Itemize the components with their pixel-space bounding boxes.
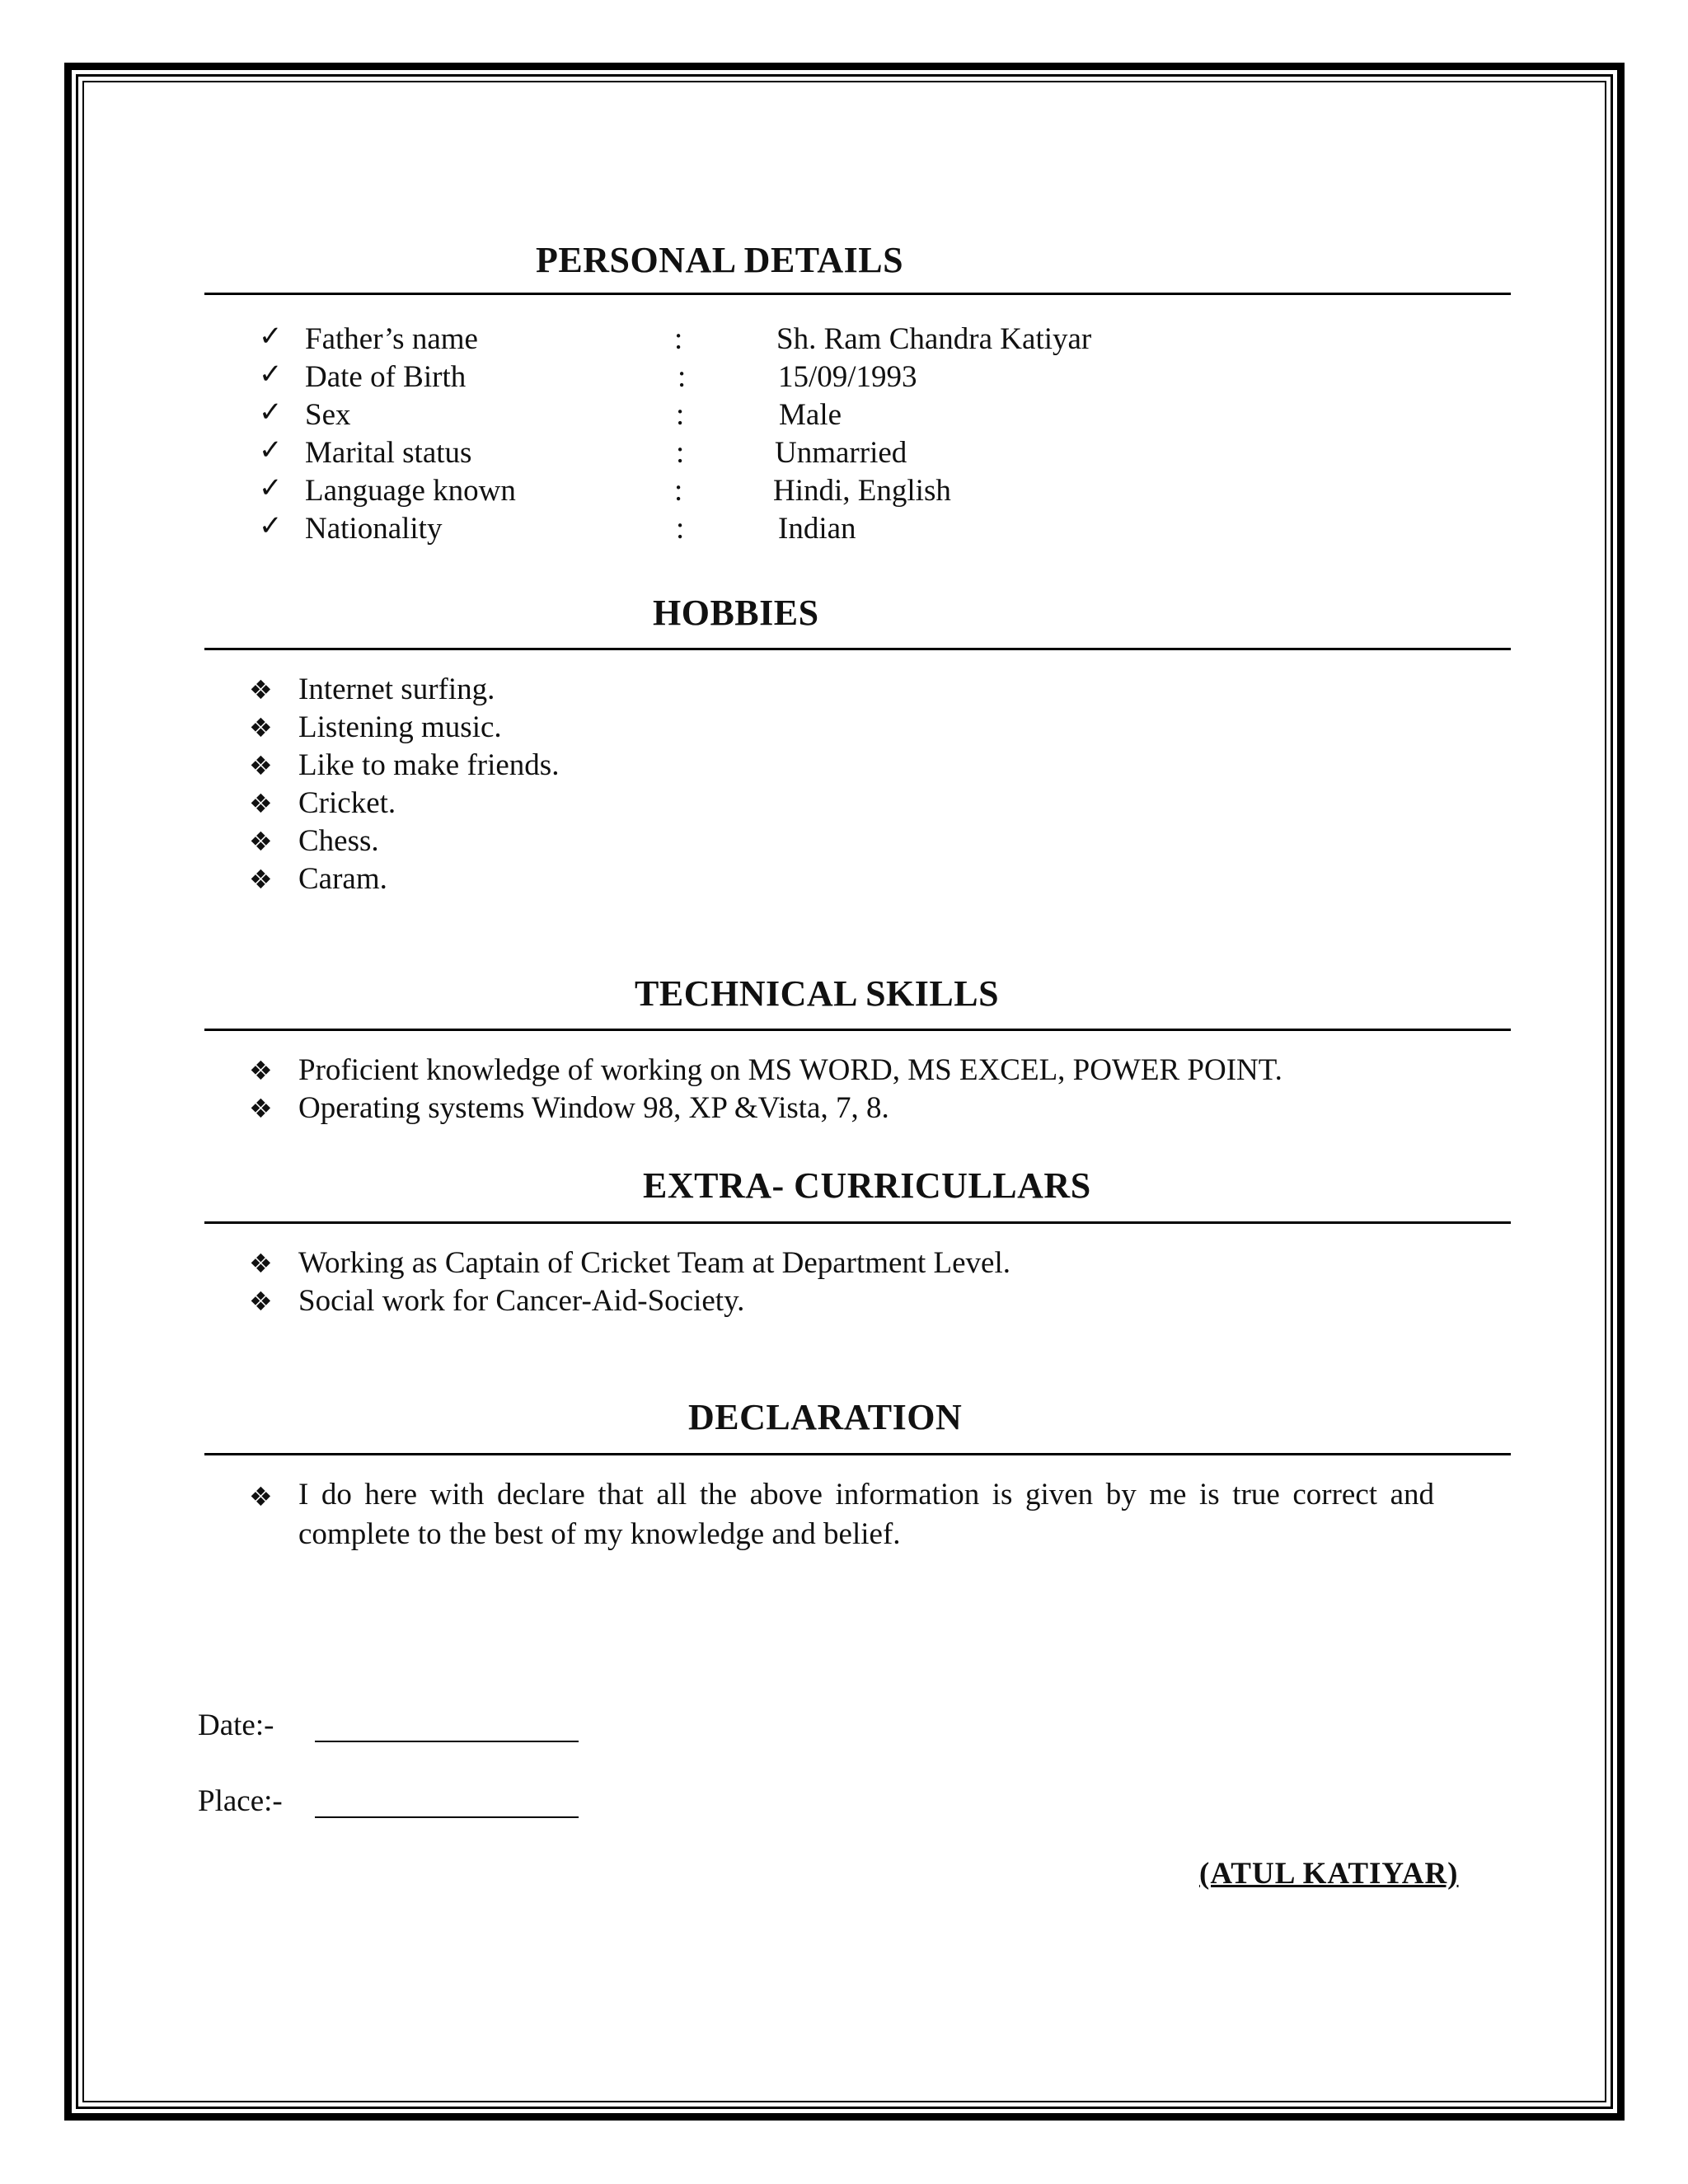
check-icon: ✓ bbox=[259, 359, 283, 390]
list-item-text: Like to make friends. bbox=[298, 748, 560, 782]
detail-separator: : bbox=[678, 360, 687, 394]
detail-label: Date of Birth bbox=[305, 360, 467, 394]
personal-details-rule bbox=[204, 293, 1511, 295]
detail-value: 15/09/1993 bbox=[778, 360, 917, 394]
detail-value: Hindi, English bbox=[773, 474, 951, 508]
check-icon: ✓ bbox=[259, 511, 283, 541]
list-item-text: Caram. bbox=[298, 862, 387, 896]
check-icon: ✓ bbox=[259, 397, 283, 428]
list-item-text: Proficient knowledge of working on MS WORD, MS EXCEL, POWER POINT. bbox=[298, 1053, 1282, 1087]
diamond-bullet-icon: ❖ bbox=[249, 674, 273, 705]
detail-value: Indian bbox=[778, 512, 856, 546]
diamond-bullet-icon: ❖ bbox=[249, 1055, 273, 1086]
diamond-bullet-icon: ❖ bbox=[249, 1481, 273, 1512]
detail-separator: : bbox=[676, 398, 685, 432]
diamond-bullet-icon: ❖ bbox=[249, 1286, 273, 1317]
date-blank-line bbox=[315, 1741, 579, 1742]
detail-label: Father’s name bbox=[305, 322, 478, 356]
extra-curriculars-heading: EXTRA- CURRICULLARS bbox=[643, 1165, 1091, 1206]
diamond-bullet-icon: ❖ bbox=[249, 788, 273, 819]
detail-value: Male bbox=[779, 398, 842, 432]
detail-separator: : bbox=[674, 322, 683, 356]
detail-label: Language known bbox=[305, 474, 516, 508]
diamond-bullet-icon: ❖ bbox=[249, 864, 273, 895]
signature-name: (ATUL KATIYAR) bbox=[1199, 1857, 1459, 1891]
diamond-bullet-icon: ❖ bbox=[249, 750, 273, 781]
list-item-text: Social work for Cancer-Aid-Society. bbox=[298, 1284, 745, 1318]
detail-value: Unmarried bbox=[775, 436, 907, 470]
declaration-text: I do here with declare that all the above information is given by me is true correct and complete to the best of my knowledge and belief. bbox=[298, 1478, 1434, 1551]
diamond-bullet-icon: ❖ bbox=[249, 712, 273, 743]
list-item-text: Operating systems Window 98, XP &Vista, 7, 8. bbox=[298, 1091, 889, 1125]
diamond-bullet-icon: ❖ bbox=[249, 1248, 273, 1279]
detail-separator: : bbox=[674, 474, 683, 508]
list-item-text: Working as Captain of Cricket Team at Department Level. bbox=[298, 1246, 1010, 1280]
personal-details-heading: PERSONAL DETAILS bbox=[536, 240, 904, 280]
detail-value: Sh. Ram Chandra Katiyar bbox=[776, 322, 1092, 356]
date-label: Date:- bbox=[198, 1708, 274, 1742]
extra-curriculars-rule bbox=[204, 1221, 1511, 1224]
technical-skills-rule bbox=[204, 1029, 1511, 1031]
list-item-text: Chess. bbox=[298, 824, 379, 858]
check-icon: ✓ bbox=[259, 435, 283, 466]
detail-label: Sex bbox=[305, 398, 351, 432]
declaration-rule bbox=[204, 1453, 1511, 1455]
diamond-bullet-icon: ❖ bbox=[249, 1093, 273, 1124]
declaration-heading: DECLARATION bbox=[688, 1397, 963, 1437]
detail-separator: : bbox=[676, 512, 685, 546]
check-icon: ✓ bbox=[259, 473, 283, 504]
place-label: Place:- bbox=[198, 1784, 283, 1818]
detail-separator: : bbox=[676, 436, 685, 470]
list-item-text: Internet surfing. bbox=[298, 673, 495, 706]
hobbies-rule bbox=[204, 648, 1511, 650]
diamond-bullet-icon: ❖ bbox=[249, 826, 273, 857]
place-blank-line bbox=[315, 1816, 579, 1818]
hobbies-heading: HOBBIES bbox=[653, 593, 819, 633]
check-icon: ✓ bbox=[259, 321, 283, 352]
list-item-text: Cricket. bbox=[298, 786, 396, 820]
technical-skills-heading: TECHNICAL SKILLS bbox=[635, 973, 1000, 1014]
detail-label: Nationality bbox=[305, 512, 443, 546]
detail-label: Marital status bbox=[305, 436, 472, 470]
list-item-text: Listening music. bbox=[298, 710, 502, 744]
